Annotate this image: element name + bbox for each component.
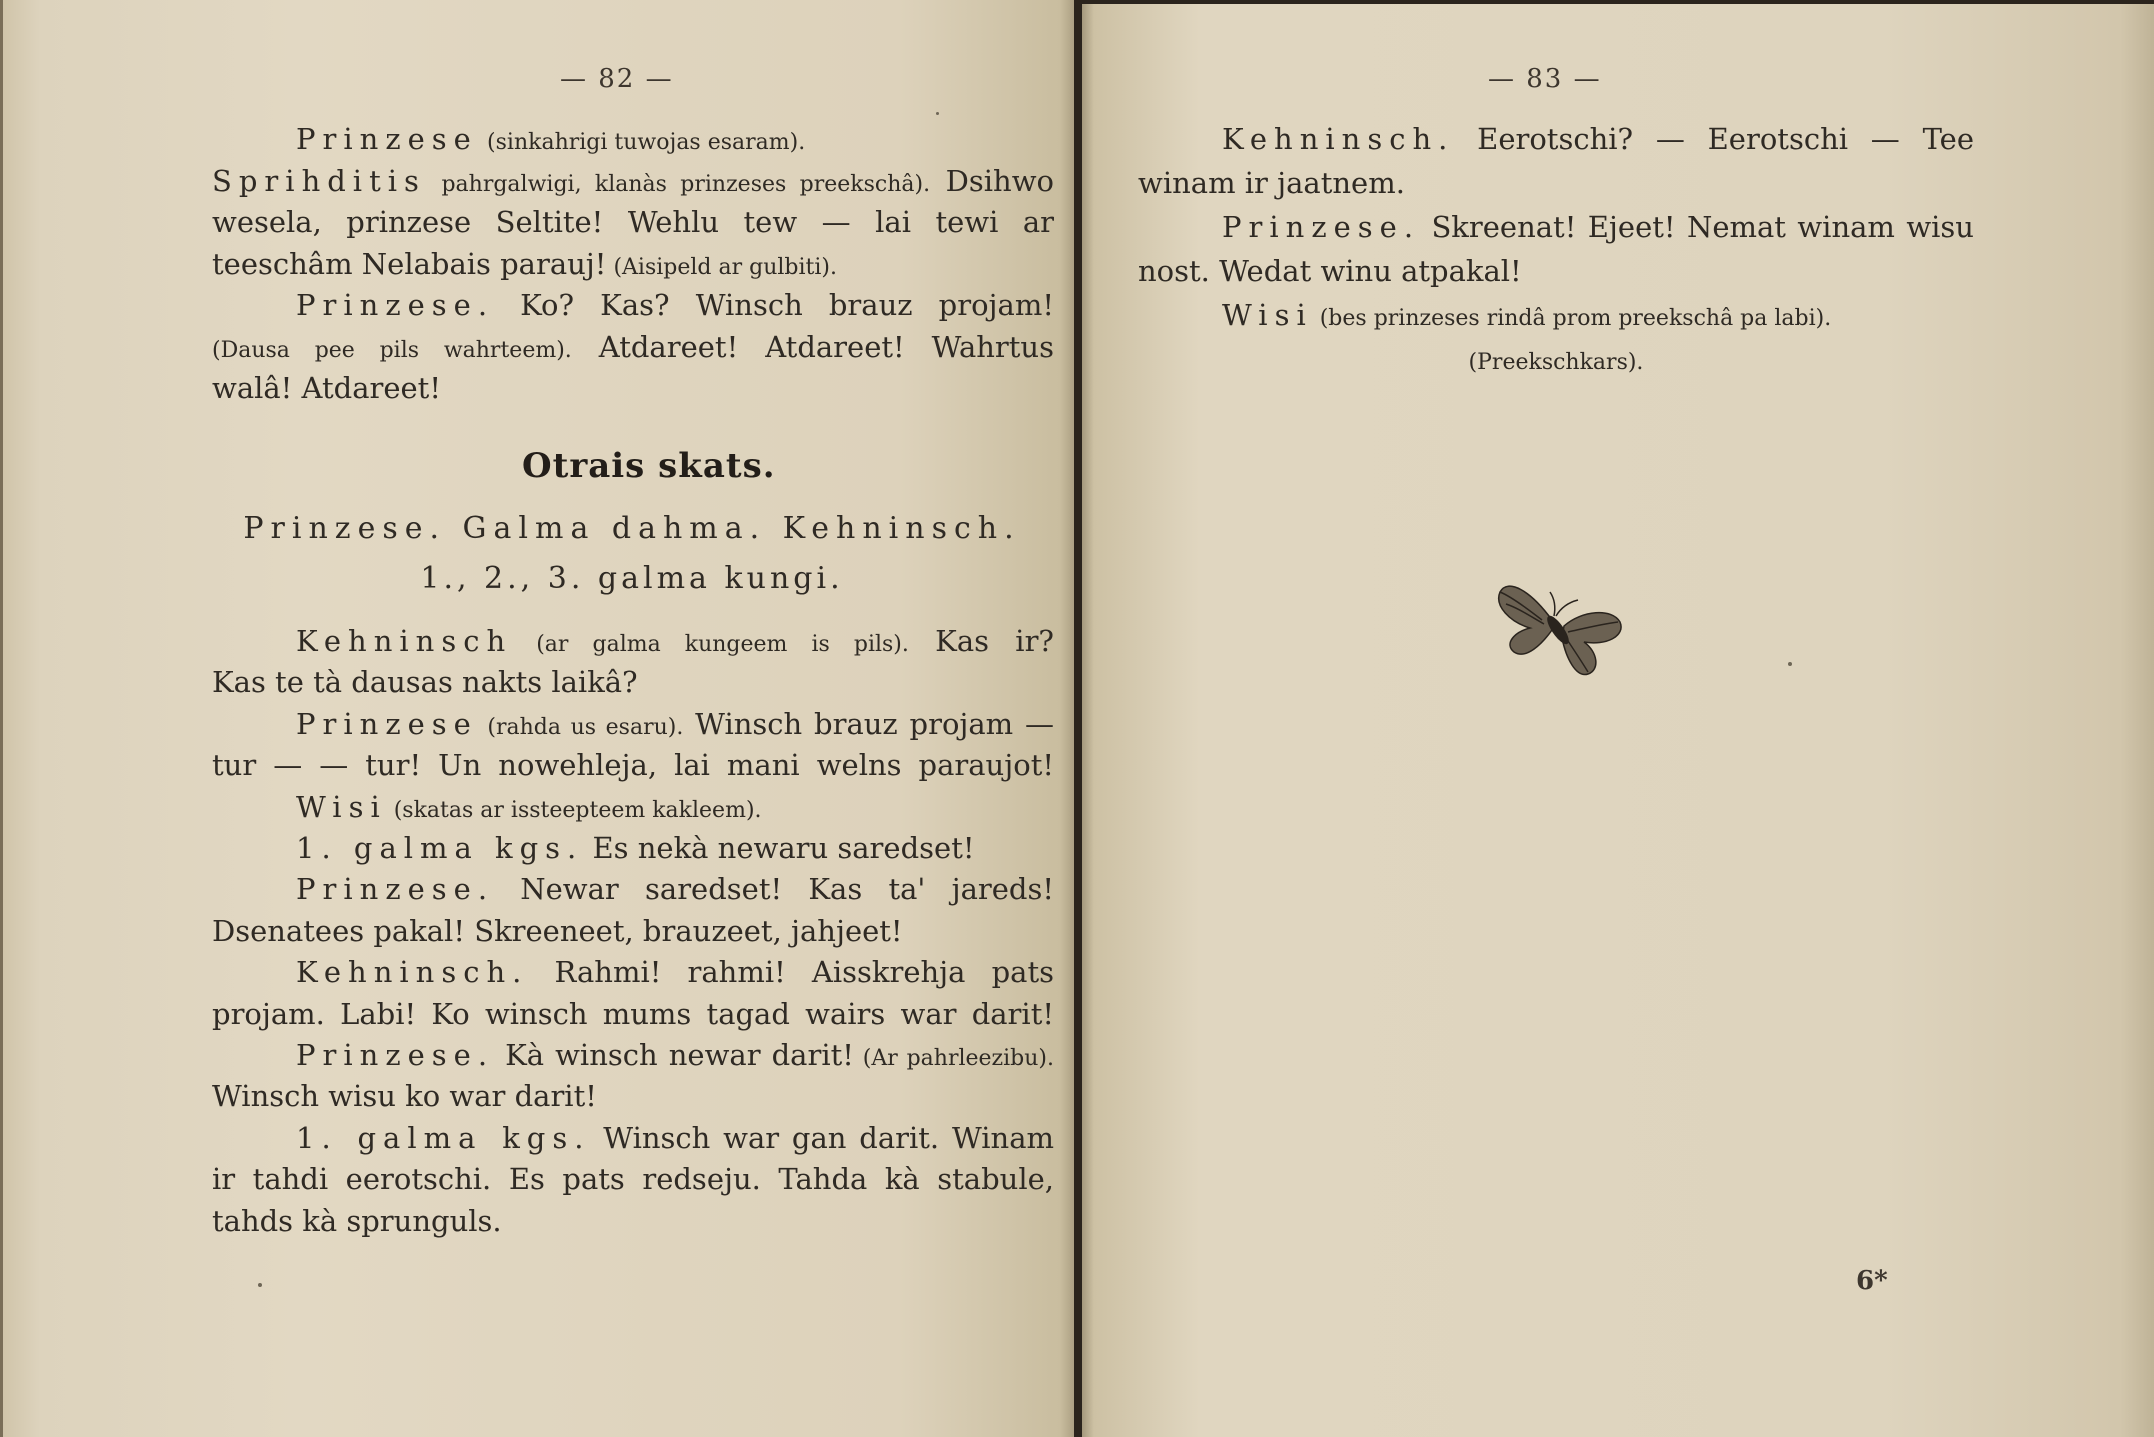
text-line bbox=[296, 831, 1054, 865]
dialogue-text: Es nekà newaru saredset! bbox=[583, 831, 975, 865]
dialogue-text: Newar saredset! Kas ta' jareds! bbox=[494, 872, 1054, 907]
speaker-name: Prinzese. bbox=[1222, 210, 1421, 244]
speaker-name: Sprihditis bbox=[212, 163, 426, 198]
text-line bbox=[296, 122, 1054, 160]
text-line bbox=[212, 205, 1054, 239]
speaker-name: Kehninsch. bbox=[296, 955, 529, 990]
dialogue-text: Skreenat! Ejeet! Nemat winam wisu bbox=[1420, 210, 1974, 244]
cast-line-2: 1., 2., 3. galma kungi. bbox=[420, 561, 844, 596]
dialogue-text: Dsihwo bbox=[930, 163, 1054, 198]
paper-speck bbox=[1788, 662, 1792, 666]
speaker-name: Prinzese bbox=[296, 122, 478, 156]
butterfly-icon bbox=[1490, 572, 1630, 684]
dialogue-text: Atdareet! Atdareet! Wahrtus bbox=[571, 329, 1054, 364]
text-line bbox=[212, 164, 1054, 202]
dialogue-text: tahds kà sprunguls. bbox=[212, 1203, 502, 1238]
text-line bbox=[296, 1038, 1054, 1076]
text-line bbox=[212, 1079, 1054, 1113]
page-number-right: — 83 — bbox=[1488, 64, 1602, 94]
text-line bbox=[296, 790, 1054, 828]
dialogue-text: Rahmi! rahmi! Aisskrehja pats bbox=[528, 955, 1054, 990]
dialogue-text: projam. Labi! Ko winsch mums tagad wairs war darit! bbox=[212, 996, 1054, 1031]
dialogue-text: walâ! Atdareet! bbox=[212, 371, 441, 405]
stage-direction: (rahda us esaru). bbox=[477, 714, 684, 740]
text-line bbox=[1138, 166, 1974, 200]
dialogue-text: Kas te tà dausas nakts laikâ? bbox=[212, 665, 638, 700]
text-line bbox=[296, 288, 1054, 322]
stage-direction: (Dausa pee pils wahrteem). bbox=[212, 337, 572, 363]
dialogue-text: wesela, prinzese Seltite! Wehlu tew — lai tewi ar bbox=[212, 205, 1054, 239]
speaker-name: Prinzese bbox=[296, 706, 478, 741]
speaker-name: 1. galma kgs. bbox=[296, 1120, 591, 1155]
stage-direction: (bes prinzeses rindâ prom preekschâ pa labi). bbox=[1312, 306, 1832, 331]
text-line bbox=[212, 330, 1054, 368]
text-line bbox=[296, 624, 1054, 662]
paper-speck bbox=[936, 112, 939, 115]
text-line bbox=[212, 748, 1054, 782]
dialogue-text: Kas ir? bbox=[908, 624, 1054, 658]
text-line bbox=[1138, 342, 1974, 380]
text-line bbox=[212, 1204, 1054, 1238]
page-top-edge bbox=[1080, 0, 2154, 4]
dialogue-text: Winsch brauz projam — bbox=[683, 706, 1054, 741]
dialogue-text: nost. Wedat winu atpakal! bbox=[1138, 254, 1522, 288]
text-line bbox=[212, 1162, 1054, 1196]
dialogue-text bbox=[426, 164, 442, 198]
dialogue-text: Ko? Kas? Winsch brauz projam! bbox=[494, 288, 1054, 322]
text-line bbox=[1222, 210, 1974, 244]
speaker-name: Kehninsch. bbox=[1222, 122, 1455, 156]
scene-title: Otrais skats. bbox=[522, 446, 776, 486]
speaker-name: Wisi bbox=[296, 789, 387, 824]
cast-line-1: Prinzese. Galma dahma. Kehninsch. bbox=[243, 511, 1021, 546]
page-number-left: — 82 — bbox=[560, 64, 674, 94]
speaker-name: Prinzese. bbox=[296, 288, 495, 322]
text-line bbox=[212, 371, 1054, 405]
speaker-name: Prinzese. bbox=[296, 1038, 495, 1072]
speaker-name: Wisi bbox=[1222, 298, 1313, 332]
text-line bbox=[296, 872, 1054, 906]
dialogue-text bbox=[478, 122, 487, 156]
speaker-name: Kehninsch bbox=[296, 624, 513, 658]
stage-direction: (sinkahrigi tuwojas esaram). bbox=[487, 130, 806, 155]
stage-direction: (ar galma kungeem is pils). bbox=[512, 632, 909, 657]
stage-direction: (skatas ar issteepteem kakleem). bbox=[386, 797, 762, 823]
dialogue-text: tur — — tur! Un nowehleja, lai mani welns paraujot! bbox=[212, 748, 1054, 783]
text-line bbox=[212, 997, 1054, 1031]
speaker-name: 1. galma kgs. bbox=[296, 831, 584, 865]
signature-mark: 6* bbox=[1856, 1266, 1888, 1296]
text-line bbox=[296, 955, 1054, 989]
text-line bbox=[296, 1121, 1054, 1155]
text-line bbox=[296, 707, 1054, 745]
text-line bbox=[212, 914, 1054, 948]
text-line bbox=[1222, 298, 1974, 336]
dialogue-text: ir tahdi eerotschi. Es pats redseju. Tahda kà stabule, bbox=[212, 1162, 1054, 1197]
text-line bbox=[212, 665, 1054, 699]
text-line bbox=[212, 247, 1054, 285]
stage-direction: (Aisipeld ar gulbiti). bbox=[606, 254, 837, 280]
stage-direction: (Ar pahrleezibu). bbox=[853, 1046, 1054, 1071]
stage-direction: pahrgalwigi, klanàs prinzeses preekschâ). bbox=[441, 171, 931, 197]
dialogue-text: Eerotschi? — Eerotschi — Tee bbox=[1454, 122, 1974, 156]
page-left-edge bbox=[0, 0, 3, 1437]
book-gutter bbox=[1074, 0, 1082, 1437]
dialogue-text: Winsch war gan darit. Winam bbox=[590, 1120, 1054, 1155]
dialogue-text: Kà winsch newar darit! bbox=[494, 1038, 854, 1072]
text-line bbox=[1222, 122, 1974, 156]
stage-direction: (Preekschkars). bbox=[1468, 350, 1644, 375]
paper-speck bbox=[258, 1283, 262, 1287]
dialogue-text: teeschâm Nelabais parauj! bbox=[212, 246, 607, 281]
dialogue-text: Dsenatees pakal! Skreeneet, brauzeet, jahjeet! bbox=[212, 913, 903, 948]
dialogue-text: winam ir jaatnem. bbox=[1138, 166, 1405, 200]
text-line bbox=[1138, 254, 1974, 288]
dialogue-text: Winsch wisu ko war darit! bbox=[212, 1079, 597, 1114]
speaker-name: Prinzese. bbox=[296, 872, 495, 907]
